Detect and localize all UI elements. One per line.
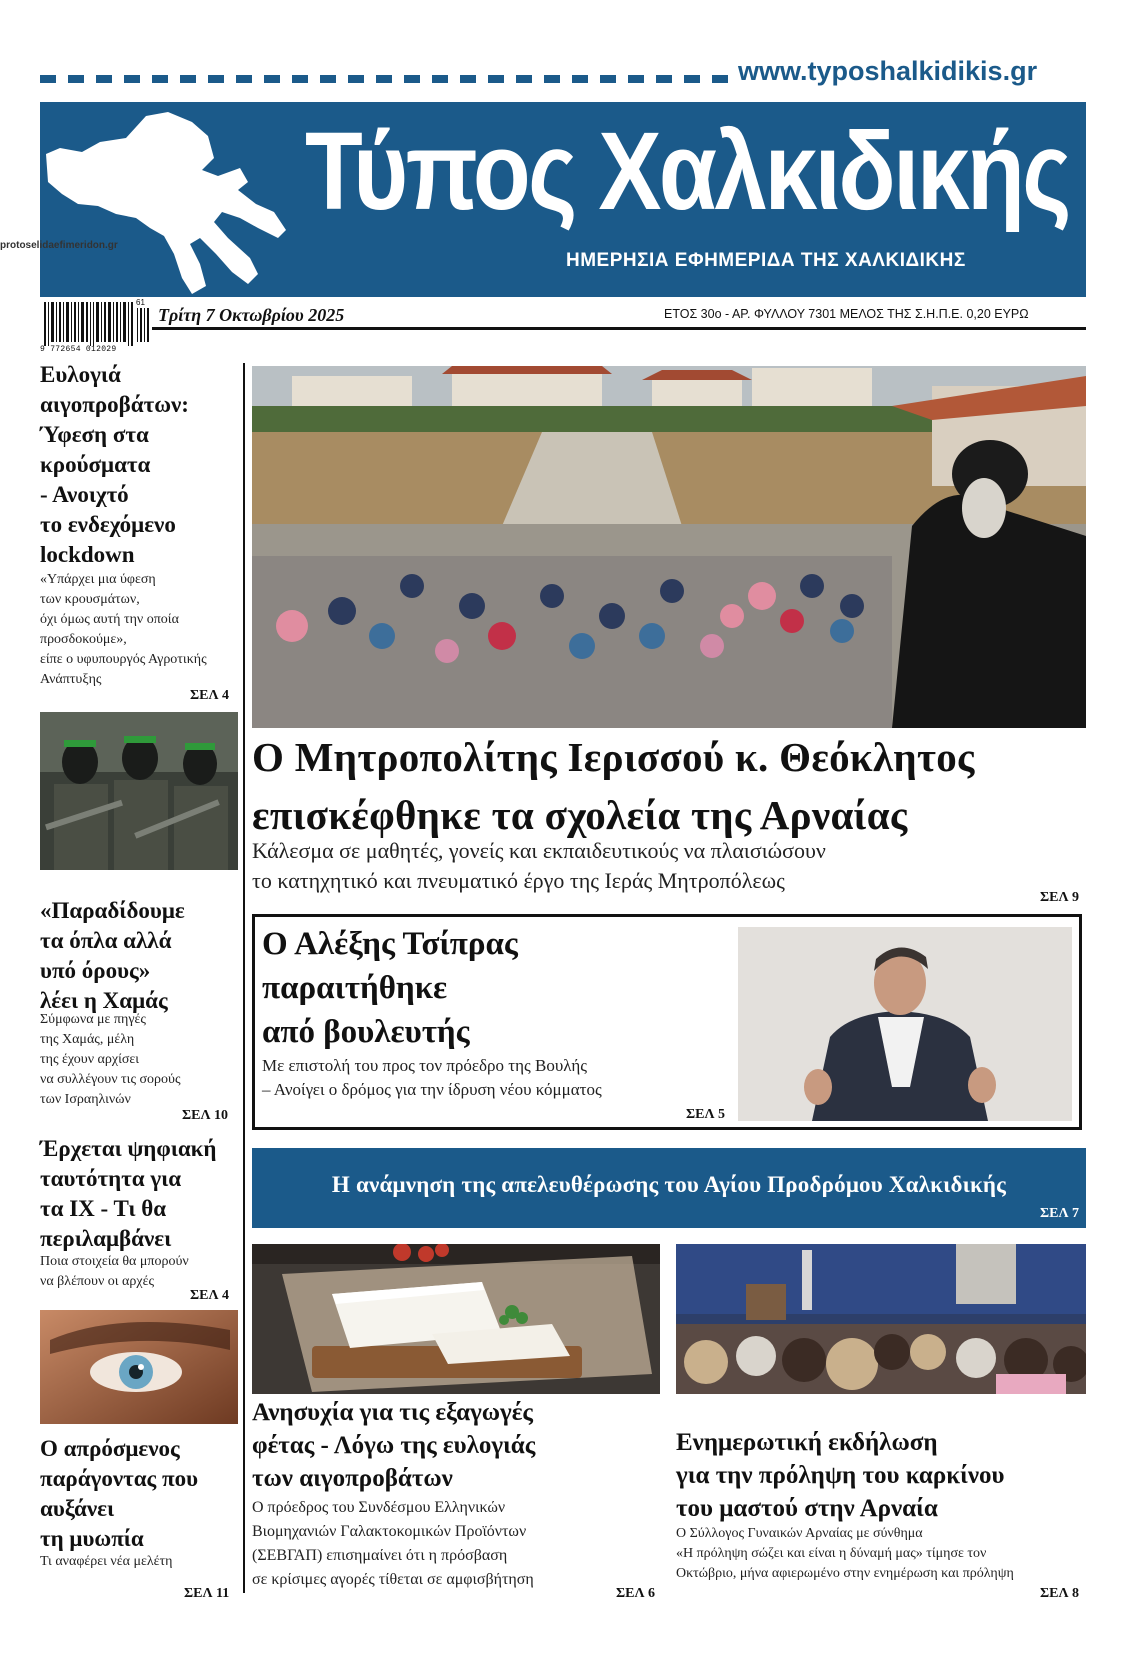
feta-cheese-photo xyxy=(252,1244,660,1394)
cancer-event-photo xyxy=(676,1244,1086,1394)
liberation-page-ref[interactable]: ΣΕΛ 7 xyxy=(1040,1206,1080,1221)
story3-text: Ποια στοιχεία θα μπορούν να βλέπουν οι αρχές xyxy=(40,1254,189,1289)
tsipras-deck: Με επιστολή του προς τον πρόεδρο της Βουλής – Ανοίγει ο δρόμος για την ίδρυση νέου κόμματος xyxy=(262,1056,602,1099)
site-url[interactable]: www.typoshalkidikis.gr xyxy=(738,56,1038,86)
story4-page-ref[interactable]: ΣΕΛ 11 xyxy=(184,1586,230,1601)
column-divider xyxy=(243,363,245,1593)
story2-headline[interactable]: «Παραδίδουμε τα όπλα αλλά υπό όρους» λέει η Χαμάς xyxy=(40,898,185,1013)
metropolitan-school-visit-photo xyxy=(252,366,1086,728)
eye-photo xyxy=(40,1310,238,1424)
liberation-headline[interactable]: Η ανάμνηση της απελευθέρωσης του Αγίου Προδρόμου Χαλκιδικής xyxy=(331,1172,1007,1197)
chalkidiki-map-logo xyxy=(42,108,294,296)
paper-subtitle: ΗΜΕΡΗΣΙΑ ΕΦΗΜΕΡΙΔΑ ΤΗΣ ΧΑΛΚΙΔΙΚΗΣ xyxy=(566,250,966,271)
watermark: protoselidaefimeridon.gr xyxy=(0,240,118,251)
cancer-event-page-ref[interactable]: ΣΕΛ 8 xyxy=(1040,1586,1080,1601)
tsipras-photo xyxy=(738,927,1072,1121)
barcode-digits: 9 772654 012029 xyxy=(40,345,117,354)
barcode-addon: 61 xyxy=(136,298,145,307)
cancer-event-text: Ο Σύλλογος Γυναικών Αρναίας με σύνθημα «Η πρόληψη σώζει και είναι η δύναμή μας» τίμησε τον Οκτώβριο, μήνα αφιερωμένο στην ενημέρωση και πρόληψη xyxy=(676,1526,1014,1581)
story2-text: Σύμφωνα με πηγές της Χαμάς, μέλη της έχουν αρχίσει να συλλέγουν τις σορούς των Ισραηλινών xyxy=(40,1012,181,1107)
story1-headline[interactable]: Ευλογιά αιγοπροβάτων: Ύφεση στα κρούσματα - Ανοιχτό το ενδεχόμενο lockdown xyxy=(40,362,189,567)
story3-headline[interactable]: Έρχεται ψηφιακή ταυτότητα για τα ΙΧ - Τι θα περιλαμβάνει xyxy=(40,1136,217,1251)
barcode-icon xyxy=(44,302,150,346)
masthead-dashes xyxy=(40,75,730,83)
story2-page-ref[interactable]: ΣΕΛ 10 xyxy=(182,1108,229,1123)
story4-text: Τι αναφέρει νέα μελέτη xyxy=(40,1554,173,1569)
tsipras-page-ref[interactable]: ΣΕΛ 5 xyxy=(686,1107,726,1122)
story4-headline[interactable]: Ο απρόσμενος παράγοντας που αυξάνει τη μυωπία xyxy=(40,1436,199,1551)
issue-date: Τρίτη 7 Οκτωβρίου 2025 xyxy=(158,305,345,325)
cancer-event-headline[interactable]: Ενημερωτική εκδήλωση για την πρόληψη του καρκίνου του μαστού στην Αρναία xyxy=(676,1429,1005,1522)
main-headline[interactable]: Ο Μητροπολίτης Ιερισσού κ. Θεόκλητος επισκέφθηκε τα σχολεία της Αρναίας xyxy=(252,734,975,838)
story1-page-ref[interactable]: ΣΕΛ 4 xyxy=(190,688,230,703)
tsipras-headline[interactable]: Ο Αλέξης Τσίπρας παραιτήθηκε από βουλευτής xyxy=(262,926,518,1050)
feta-headline[interactable]: Ανησυχία για τις εξαγωγές φέτας - Λόγω της ευλογιάς των αιγοπροβάτων xyxy=(252,1399,536,1492)
paper-title: Τύπος Χαλκιδικής xyxy=(305,110,1069,233)
main-deck: Κάλεσμα σε μαθητές, γονείς και εκπαιδευτικούς να πλαισιώσουν το κατηχητικό και πνευματικό έργο της Ιεράς Μητροπόλεως xyxy=(252,838,826,893)
story1-text: «Υπάρχει μια ύφεση των κρουσμάτων, όχι όμως αυτή την οποία προσδοκούμε», είπε ο υφυπουργός Αγροτικής Ανάπτυξης xyxy=(40,572,207,687)
issue-info: ΕΤΟΣ 30ο - ΑΡ. ΦΥΛΛΟΥ 7301 ΜΕΛΟΣ ΤΗΣ Σ.Η.Π.Ε. 0,20 ΕΥΡΩ xyxy=(664,307,1029,321)
story3-page-ref[interactable]: ΣΕΛ 4 xyxy=(190,1288,230,1303)
feta-page-ref[interactable]: ΣΕΛ 6 xyxy=(616,1586,656,1601)
main-page-ref[interactable]: ΣΕΛ 9 xyxy=(1040,890,1080,905)
header-rule xyxy=(152,327,1086,330)
feta-text: Ο πρόεδρος του Συνδέσμου Ελληνικών Βιομηχανιών Γαλακτοκομικών Προϊόντων (ΣΕΒΓΑΠ) επισημαίνει ότι η πρόσβαση σε κρίσιμες αγορές τίθεται σε αμφισβήτηση xyxy=(252,1499,534,1588)
hamas-fighters-photo xyxy=(40,712,238,870)
